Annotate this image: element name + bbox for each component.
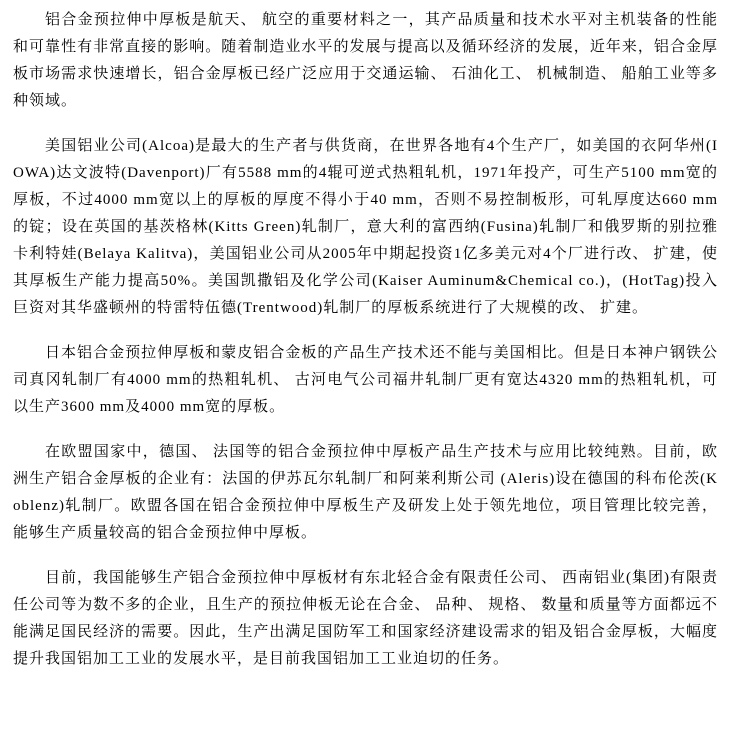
paragraph-intro: 铝合金预拉伸中厚板是航天、 航空的重要材料之一，其产品质量和技术水平对主机装备的性能和可靠性有非常直接的影响。随着制造业水平的发展与提高以及循环经济的发展，近年来，铝合金厚板市场需求快速增长，铝合金厚板已经广泛应用于交通运输、 石油化工、 机械制造、 船舶工业等多种领域。	[13, 12, 718, 109]
paragraph-china: 目前，我国能够生产铝合金预拉伸中厚板材有东北轻合金有限责任公司、 西南铝业(集团)有限责任公司等为数不多的企业，且生产的预拉伸板无论在合金、 品种、 规格、 数量和质量等方面都远不能满足国民经济的需要。因此，生产出满足国防军工和国家经济建设需求的铝及铝合金厚板，大幅度提升我国铝加工工业的发展水平，是目前我国铝加工工业迫切的任务。	[13, 570, 718, 667]
paragraph-usa: 美国铝业公司(Alcoa)是最大的生产者与供货商，在世界各地有4个生产厂，如美国的衣阿华州(IOWA)达文波特(Davenport)厂有5588 mm的4辊可逆式热粗轧机，1971年投产，可生产5100 mm宽的厚板，不过4000 mm宽以上的厚板的厚度不得小于40 mm，否则不易控制板形，可轧厚度达660 mm的锭；设在英国的基茨格林(Kitts Green)轧制厂，意大利的富西纳(Fusina)轧制厂和俄罗斯的别拉雅卡利特娃(Belaya Kalitva)，美国铝业公司从2005年中期起投资1亿多美元对4个厂进行改、 扩建，使其厚板生产能力提高50%。美国凯撒铝及化学公司(Kaiser Auminum&Chemical co.)，(HotTag)投入巨资对其华盛顿州的特雷特伍德(Trentwood)轧制厂的厚板系统进行了大规模的改、 扩建。	[13, 138, 718, 316]
paragraph-europe: 在欧盟国家中，德国、 法国等的铝合金预拉伸中厚板产品生产技术与应用比较纯熟。目前，欧洲生产铝合金厚板的企业有：法国的伊苏瓦尔轧制厂和阿莱利斯公司 (Aleris)设在德国的科布伦茨(Koblenz)轧制厂。欧盟各国在铝合金预拉伸中厚板生产及研发上处于领先地位，项目管理比较完善，能够生产质量较高的铝合金预拉伸中厚板。	[13, 444, 718, 541]
paragraph-japan: 日本铝合金预拉伸厚板和蒙皮铝合金板的产品生产技术还不能与美国相比。但是日本神户钢铁公司真冈轧制厂有4000 mm的热粗轧机、 古河电气公司福井轧制厂更有宽达4320 mm的热粗轧机，可以生产3600 mm及4000 mm宽的厚板。	[13, 345, 718, 415]
